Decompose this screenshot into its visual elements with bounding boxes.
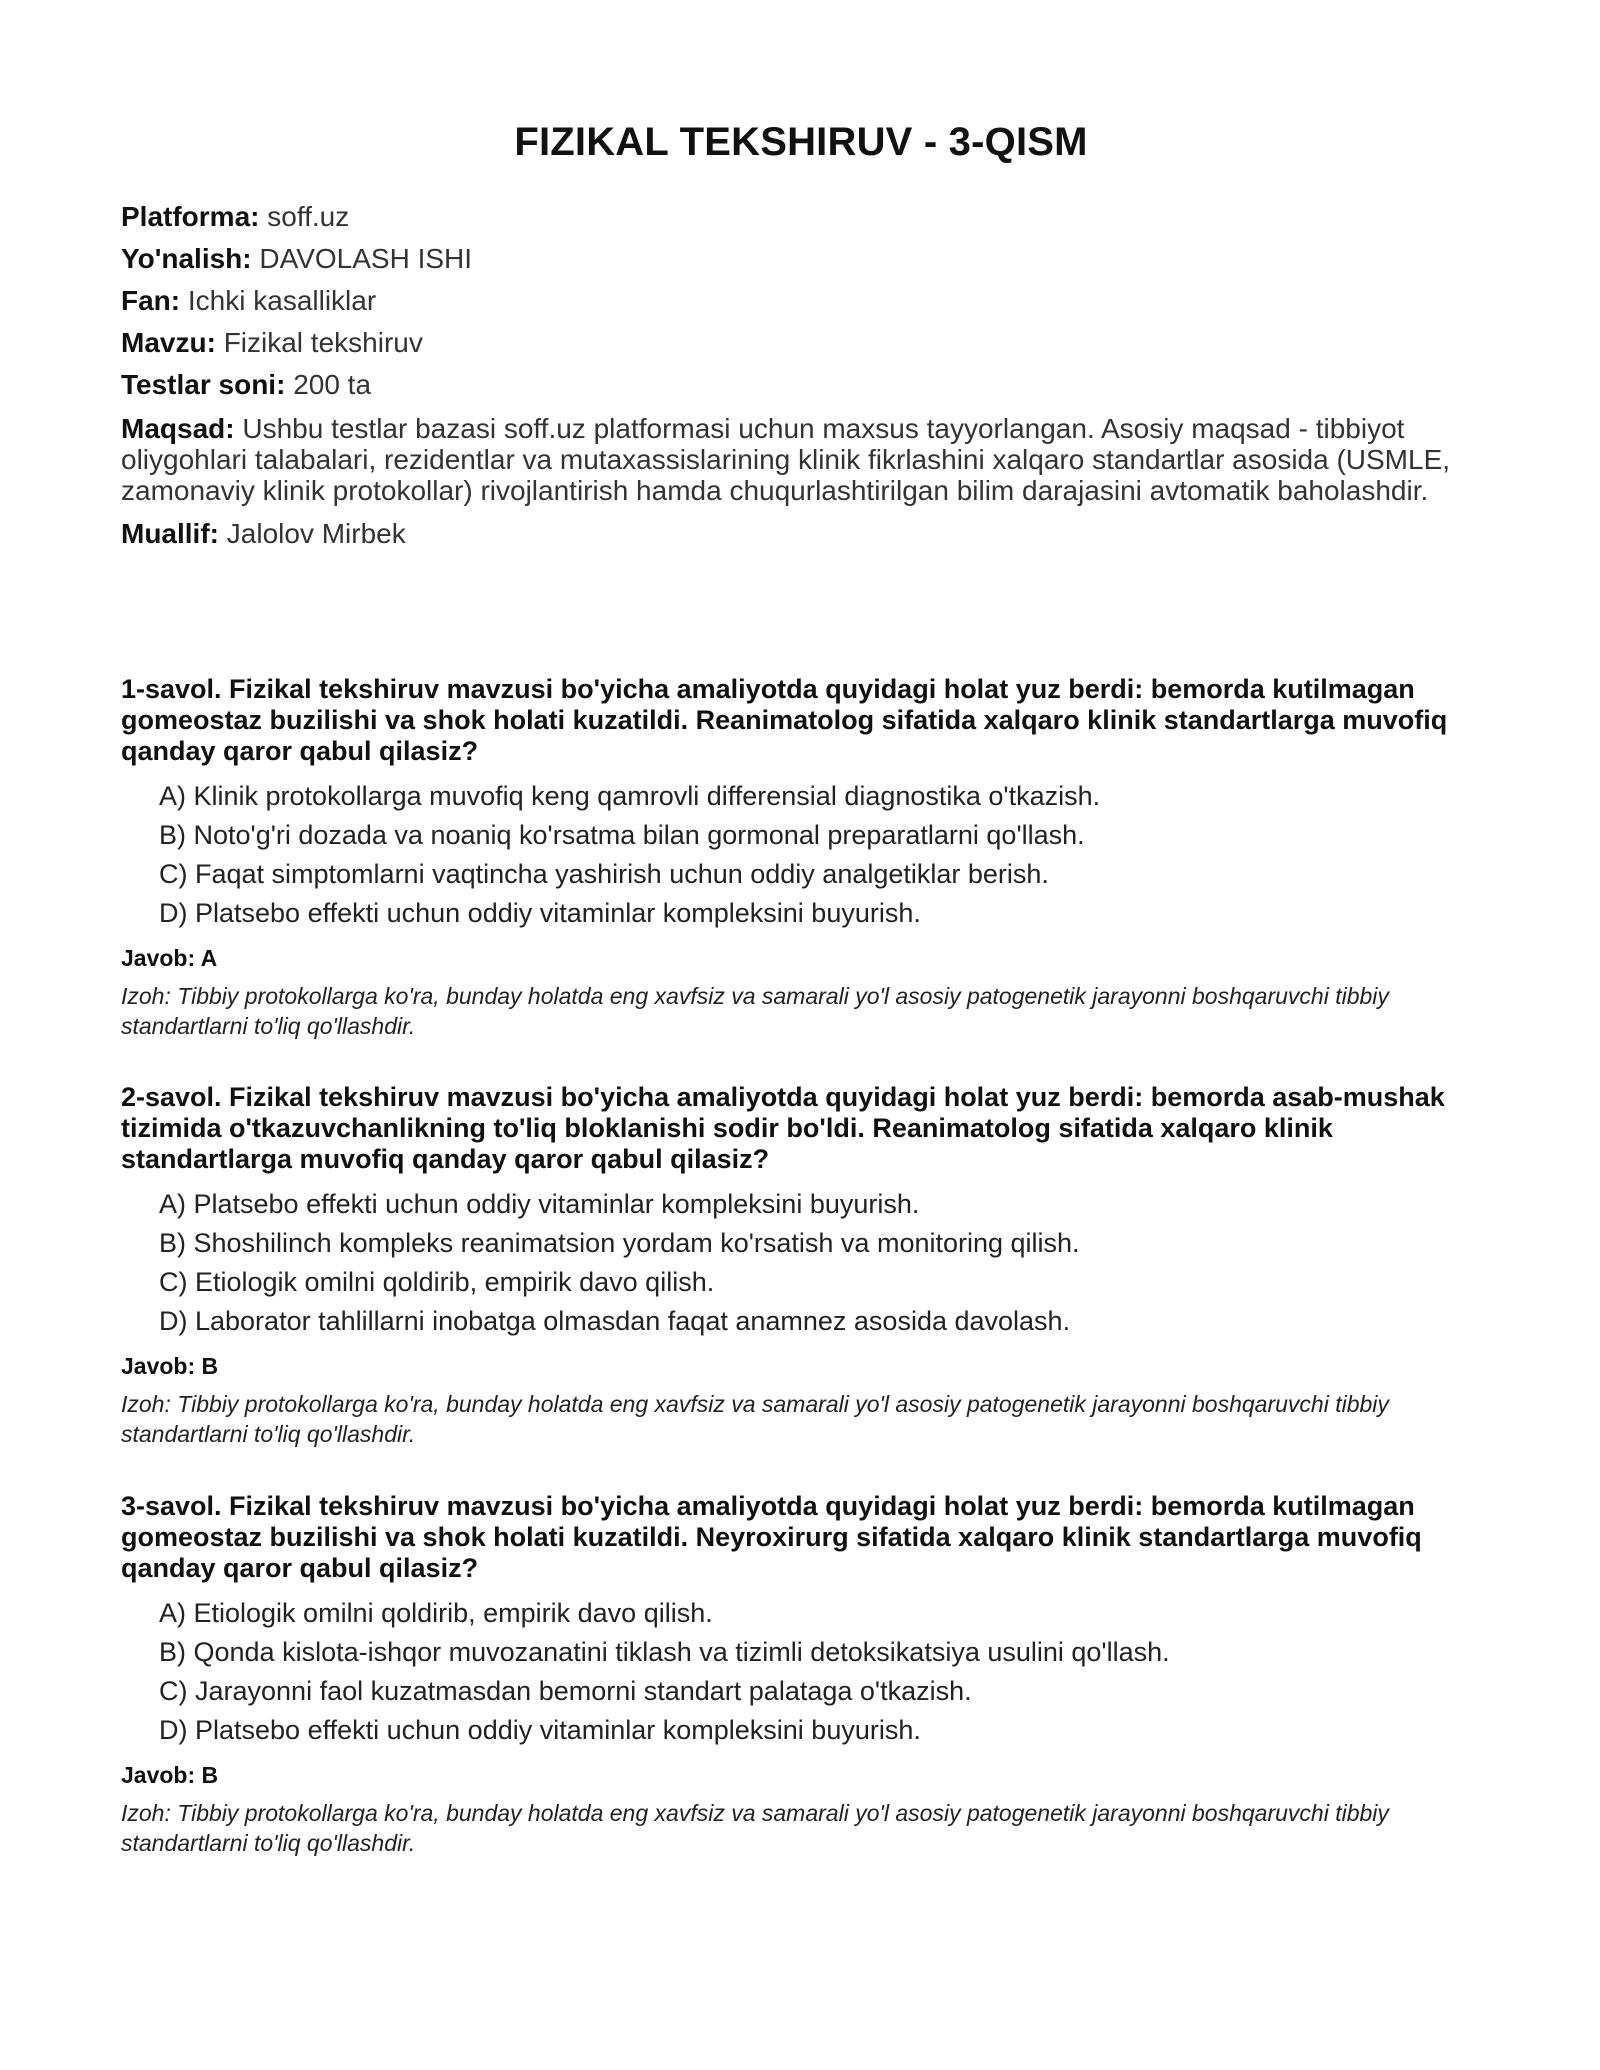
question-1 — [121, 674, 1451, 1041]
option-a: A) Klinik protokollarga muvofiq keng qamrovli differensial diagnostika o'tkazish. — [159, 781, 1101, 811]
question-2 — [121, 1082, 1451, 1449]
option-b: B) Shoshilinch kompleks reanimatsion yordam ko'rsatish va monitoring qilish. — [159, 1228, 1080, 1258]
answer-label: Javob: B — [121, 1762, 219, 1788]
meta-value: 200 ta — [293, 369, 372, 400]
options-list — [121, 1598, 1451, 1746]
meta-testlar-soni — [121, 371, 1451, 399]
option-b: B) Qonda kislota-ishqor muvozanatini tiklash va tizimli detoksikatsiya usulini qo'llash. — [159, 1637, 1170, 1667]
meta-key: Mavzu: — [121, 327, 216, 358]
explanation-text: Izoh: Tibbiy protokollarga ko'ra, bunday holatda eng xavfsiz va samarali yo'l asosiy patogenetik jarayonni boshqaruvchi tibbiy standartlarni to'liq qo'llashdir. — [121, 1800, 1389, 1856]
meta-value: DAVOLASH ISHI — [259, 243, 473, 274]
meta-muallif — [121, 520, 1451, 548]
meta-maqsad — [121, 413, 1451, 506]
question-text: 3-savol. Fizikal tekshiruv mavzusi bo'yicha amaliyotda quyidagi holat yuz berdi: bemorda kutilmagan gomeostaz buzilishi va shok holati kuzatildi. Neyroxirurg sifatida xalqaro klinik standartlarga muvofiq qanday qaror qabul qilasiz? — [121, 1491, 1422, 1583]
meta-value: Ichki kasalliklar — [187, 285, 377, 316]
option-a: A) Etiologik omilni qoldirib, empirik davo qilish. — [159, 1598, 713, 1628]
option-c: C) Faqat simptomlarni vaqtincha yashirish uchun oddiy analgetiklar berish. — [159, 859, 1049, 889]
question-text: 2-savol. Fizikal tekshiruv mavzusi bo'yicha amaliyotda quyidagi holat yuz berdi: bemorda asab-mushak tizimida o'tkazuvchanlikning to'liq bloklanishi sodir bo'ldi. Reanimatolog sifatida xalqaro klinik standartlarga muvofiq qanday qaror qabul qilasiz? — [121, 1082, 1445, 1174]
meta-key: Testlar soni: — [121, 369, 286, 400]
options-list — [121, 1189, 1451, 1337]
explanation-text: Izoh: Tibbiy protokollarga ko'ra, bunday holatda eng xavfsiz va samarali yo'l asosiy patogenetik jarayonni boshqaruvchi tibbiy standartlarni to'liq qo'llashdir. — [121, 983, 1389, 1039]
meta-platforma — [121, 203, 1451, 231]
options-list — [121, 781, 1451, 929]
option-b: B) Noto'g'ri dozada va noaniq ko'rsatma bilan gormonal preparatlarni qo'llash. — [159, 820, 1085, 850]
answer-label: Javob: B — [121, 1353, 219, 1379]
option-d: D) Platsebo effekti uchun oddiy vitaminlar kompleksini buyurish. — [159, 898, 921, 928]
meta-key: Yo'nalish: — [121, 243, 252, 274]
meta-fan — [121, 287, 1451, 315]
meta-key: Platforma: — [121, 201, 260, 232]
metadata-block — [121, 203, 1451, 562]
option-d: D) Laborator tahlillarni inobatga olmasdan faqat anamnez asosida davolash. — [159, 1306, 1071, 1336]
meta-key: Muallif: — [121, 518, 219, 549]
option-c: C) Etiologik omilni qoldirib, empirik davo qilish. — [159, 1267, 715, 1297]
explanation-text: Izoh: Tibbiy protokollarga ko'ra, bunday holatda eng xavfsiz va samarali yo'l asosiy patogenetik jarayonni boshqaruvchi tibbiy standartlarni to'liq qo'llashdir. — [121, 1391, 1389, 1447]
meta-value: Jalolov Mirbek — [226, 518, 406, 549]
meta-yonalish — [121, 245, 1451, 273]
meta-value: Ushbu testlar bazasi soff.uz platformasi uchun maxsus tayyorlangan. Asosiy maqsad - tibbiyot oliygohlari talabalari, rezidentlar va mutaxassislarining klinik fikrlashini xalqaro standartlar asosida (USMLE, zamonaviy klinik protokollar) rivojlantirish hamda chuqurlashtirilgan bilim darajasini avtomatik baholashdir. — [121, 413, 1451, 506]
meta-value: Fizikal tekshiruv — [223, 327, 423, 358]
option-d: D) Platsebo effekti uchun oddiy vitaminlar kompleksini buyurish. — [159, 1715, 921, 1745]
meta-mavzu — [121, 329, 1451, 357]
document-title: FIZIKAL TEKSHIRUV - 3-QISM — [514, 120, 1088, 164]
answer-label: Javob: A — [121, 945, 218, 971]
question-text: 1-savol. Fizikal tekshiruv mavzusi bo'yicha amaliyotda quyidagi holat yuz berdi: bemorda kutilmagan gomeostaz buzilishi va shok holati kuzatildi. Reanimatolog sifatida xalqaro klinik standartlarga muvofiq qanday qaror qabul qilasiz? — [121, 674, 1448, 766]
meta-key: Fan: — [121, 285, 181, 316]
option-a: A) Platsebo effekti uchun oddiy vitaminlar kompleksini buyurish. — [159, 1189, 920, 1219]
question-3 — [121, 1491, 1451, 1858]
meta-value: soff.uz — [267, 201, 350, 232]
option-c: C) Jarayonni faol kuzatmasdan bemorni standart palataga o'tkazish. — [159, 1676, 972, 1706]
meta-key: Maqsad: — [121, 413, 235, 444]
